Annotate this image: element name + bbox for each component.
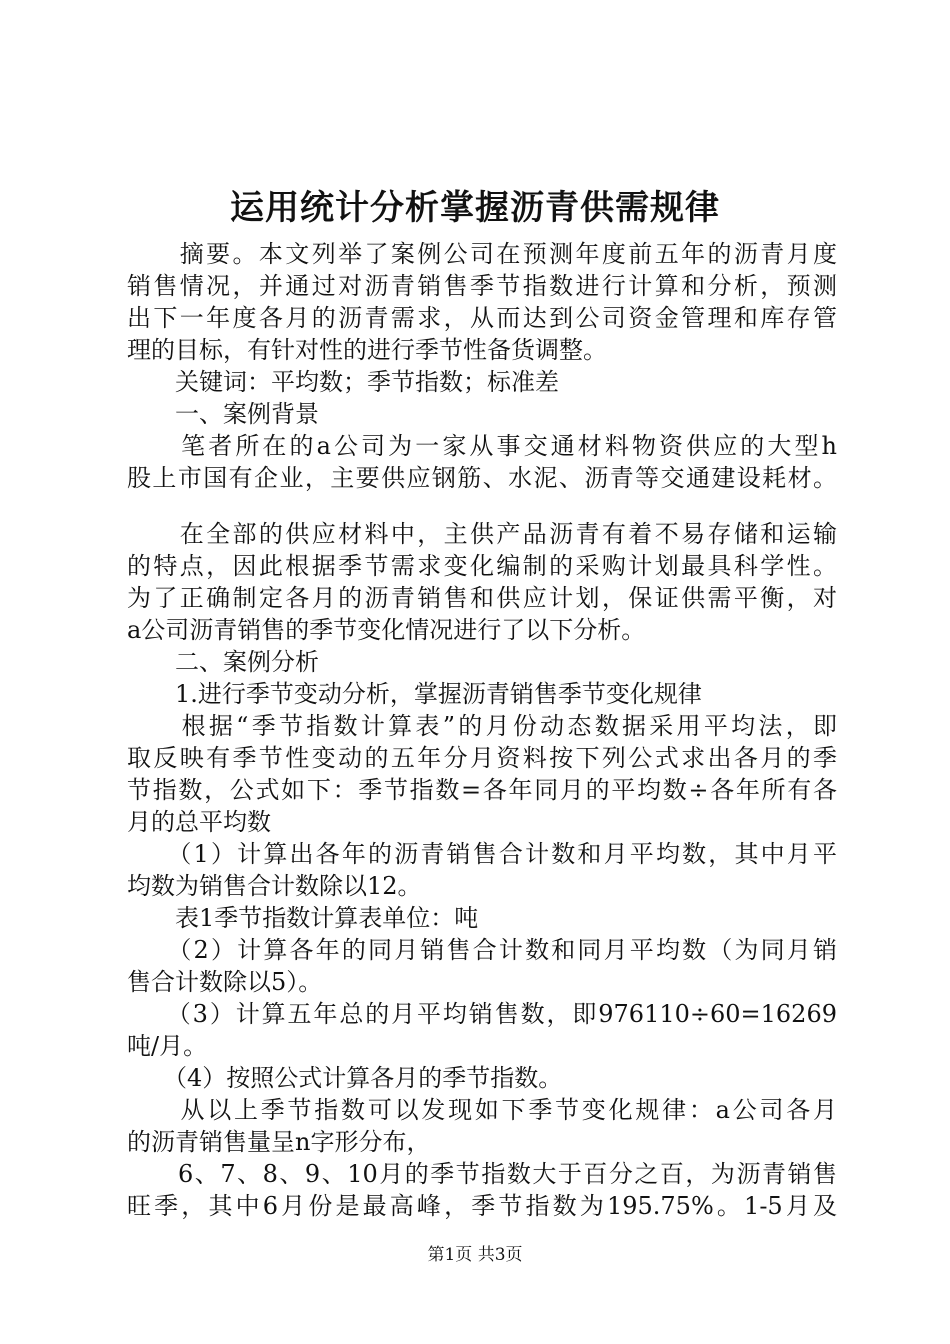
body-line: 月的总平均数 bbox=[127, 808, 271, 836]
body-line: 吨/月。 bbox=[127, 1032, 208, 1060]
body-line: 售合计数除以5）。 bbox=[127, 968, 323, 996]
body-line: 节指数，公式如下：季节指数=各年同月的平均数÷各年所有各 bbox=[127, 776, 837, 804]
body-line: 摘要。本文列举了案例公司在预测年度前五年的沥青月度 bbox=[127, 240, 837, 268]
body-line: 在全部的供应材料中，主供产品沥青有着不易存储和运输 bbox=[127, 520, 837, 548]
body-line: 取反映有季节性变动的五年分月资料按下列公式求出各月的季 bbox=[127, 744, 837, 772]
body-line: 股上市国有企业，主要供应钢筋、水泥、沥青等交通建设耗材。 bbox=[127, 464, 837, 492]
table-caption: 表1季节指数计算表单位：吨 bbox=[127, 904, 479, 932]
body-line: （3）计算五年总的月平均销售数，即976110÷60=16269 bbox=[127, 1000, 837, 1028]
body-line: 理的目标，有针对性的进行季节性备货调整。 bbox=[127, 336, 607, 364]
section-heading: 一、案例背景 bbox=[127, 400, 319, 428]
body-line: （1）计算出各年的沥青销售合计数和月平均数，其中月平 bbox=[127, 840, 837, 868]
body-line: 为了正确制定各月的沥青销售和供应计划，保证供需平衡，对 bbox=[127, 584, 837, 612]
body-line: 旺季，其中6月份是最高峰，季节指数为195.75%。1-5月及 bbox=[127, 1192, 837, 1220]
body-line: 的沥青销售量呈n字形分布， bbox=[127, 1128, 431, 1156]
section-heading: 二、案例分析 bbox=[127, 648, 319, 676]
body-line: 均数为销售合计数除以12。 bbox=[127, 872, 422, 900]
body-line: a公司沥青销售的季节变化情况进行了以下分析。 bbox=[127, 616, 646, 644]
body-line: 销售情况，并通过对沥青销售季节指数进行计算和分析，预测 bbox=[127, 272, 837, 300]
page-number-footer: 第1页 共3页 bbox=[427, 1245, 523, 1265]
body-line: 的特点，因此根据季节需求变化编制的采购计划最具科学性。 bbox=[127, 552, 837, 580]
body-line: （4）按照公式计算各月的季节指数。 bbox=[127, 1064, 563, 1092]
body-line: 从以上季节指数可以发现如下季节变化规律：a公司各月 bbox=[127, 1096, 837, 1124]
body-line: 6、7、8、9、10月的季节指数大于百分之百，为沥青销售 bbox=[127, 1160, 837, 1188]
body-line: 出下一年度各月的沥青需求，从而达到公司资金管理和库存管 bbox=[127, 304, 837, 332]
subsection-heading: 1.进行季节变动分析，掌握沥青销售季节变化规律 bbox=[127, 680, 702, 708]
keywords-line: 关键词：平均数；季节指数；标准差 bbox=[127, 368, 559, 396]
body-line: 笔者所在的a公司为一家从事交通材料物资供应的大型h bbox=[127, 432, 837, 460]
body-line: 根据“季节指数计算表”的月份动态数据采用平均法，即 bbox=[127, 712, 837, 740]
document-title: 运用统计分析掌握沥青供需规律 bbox=[230, 188, 720, 228]
body-line: （2）计算各年的同月销售合计数和同月平均数（为同月销 bbox=[127, 936, 837, 964]
